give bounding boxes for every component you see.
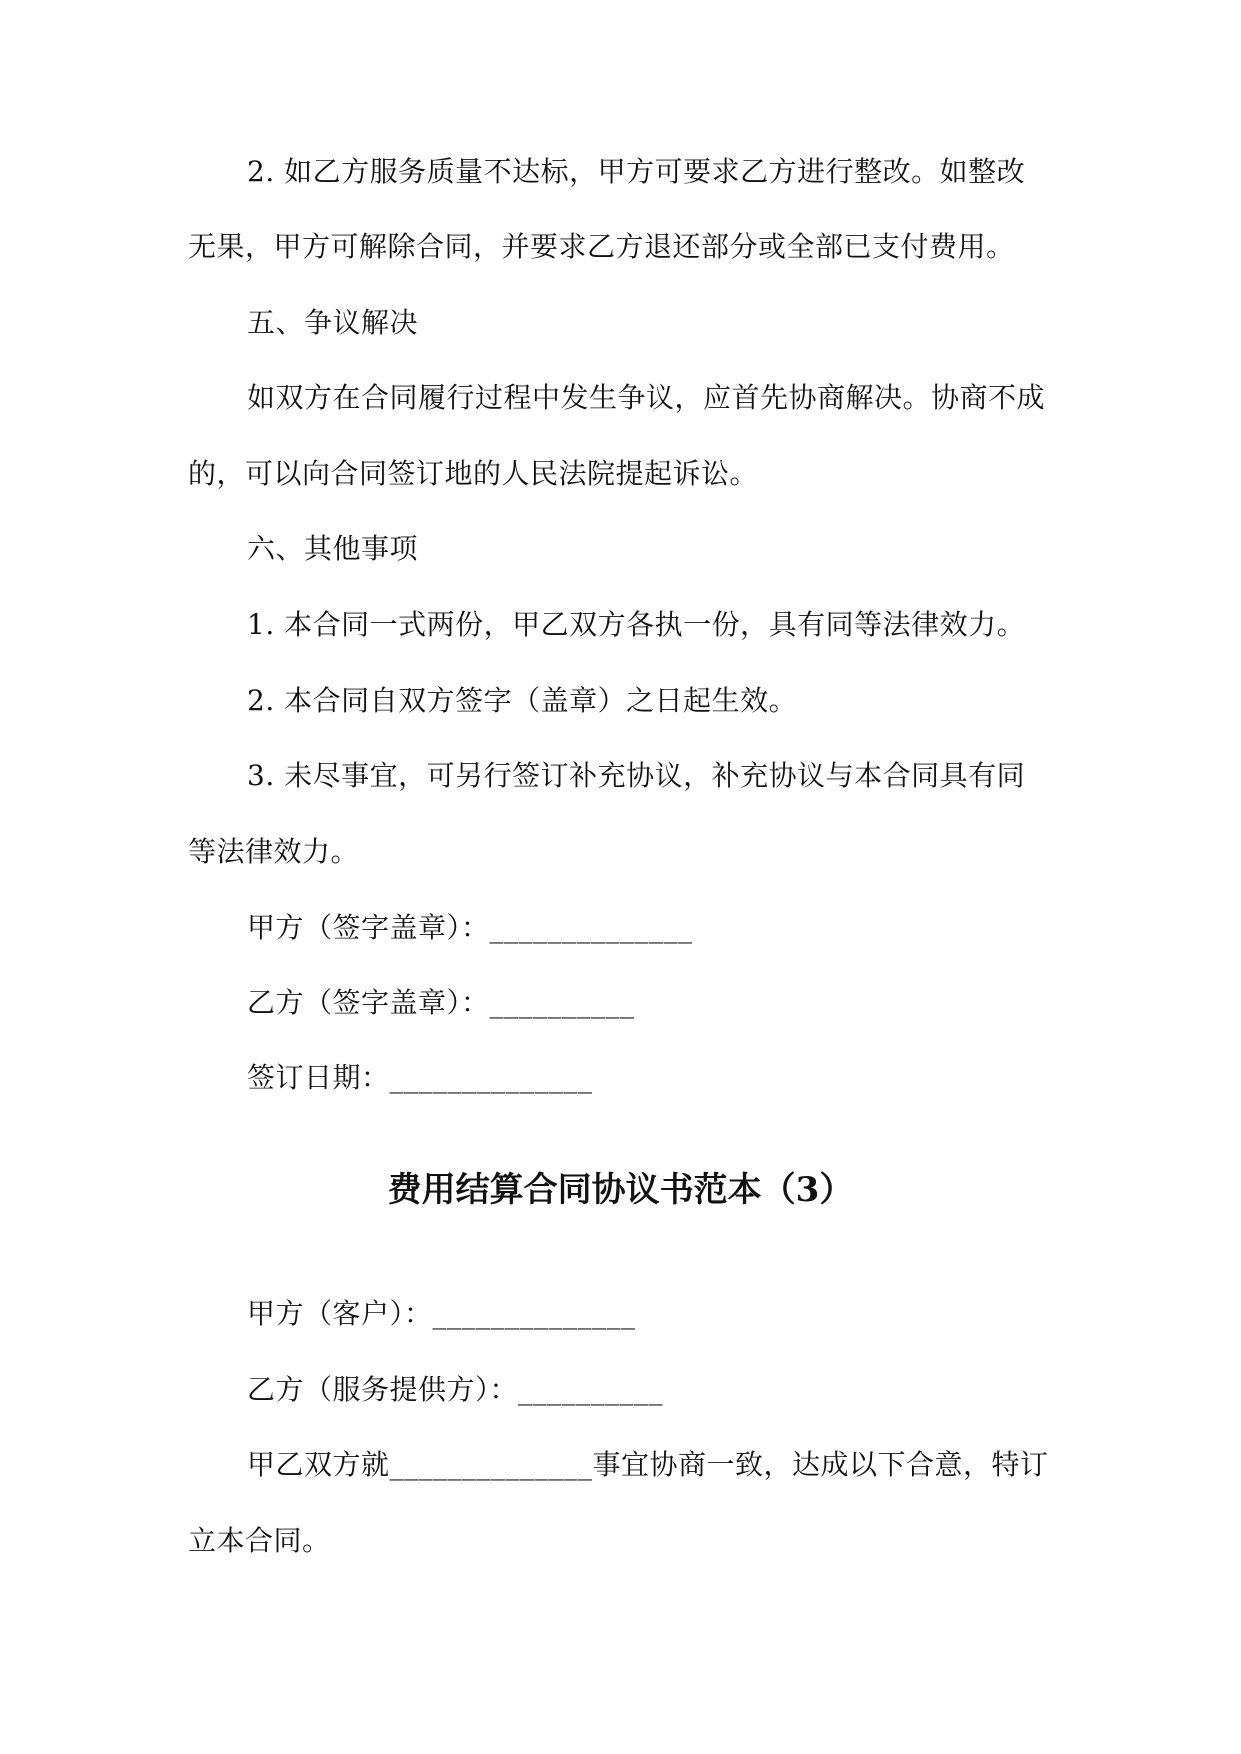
preamble-line-2: 立本合同。 [188,1524,331,1557]
section-5-line-2: 的，可以向合同签订地的人民法院提起诉讼。 [188,457,759,490]
clause-6-2: 2. 本合同自双方签字（盖章）之日起生效。 [247,684,798,717]
preamble-line-1: 甲乙双方就______________事宜协商一致，达成以下合意，特订 [247,1448,1049,1481]
clause-6-3-line-2: 等法律效力。 [188,835,360,868]
section-5-line-1: 如双方在合同履行过程中发生争议，应首先协商解决。协商不成 [247,381,1046,414]
contract-title: 费用结算合同协议书范本（3） [387,1170,854,1210]
party-b-provider: 乙方（服务提供方）：__________ [247,1373,664,1406]
section-6-heading: 六、其他事项 [247,532,419,565]
clause-6-3-line-1: 3. 未尽事宜，可另行签订补充协议，补充协议与本合同具有同 [247,759,1026,792]
clause-6-1: 1. 本合同一式两份，甲乙双方各执一份，具有同等法律效力。 [247,608,1026,641]
clause-4-2-line-1: 2. 如乙方服务质量不达标，甲方可要求乙方进行整改。如整改 [247,155,1026,188]
clause-4-2-line-2: 无果，甲方可解除合同，并要求乙方退还部分或全部已支付费用。 [188,230,1015,263]
party-a-client: 甲方（客户）：______________ [247,1297,636,1330]
section-5-heading: 五、争议解决 [247,306,419,339]
party-a-signature: 甲方（签字盖章）：______________ [247,911,693,944]
signing-date: 签订日期：______________ [247,1061,593,1094]
party-b-signature: 乙方（签字盖章）：__________ [247,986,635,1019]
